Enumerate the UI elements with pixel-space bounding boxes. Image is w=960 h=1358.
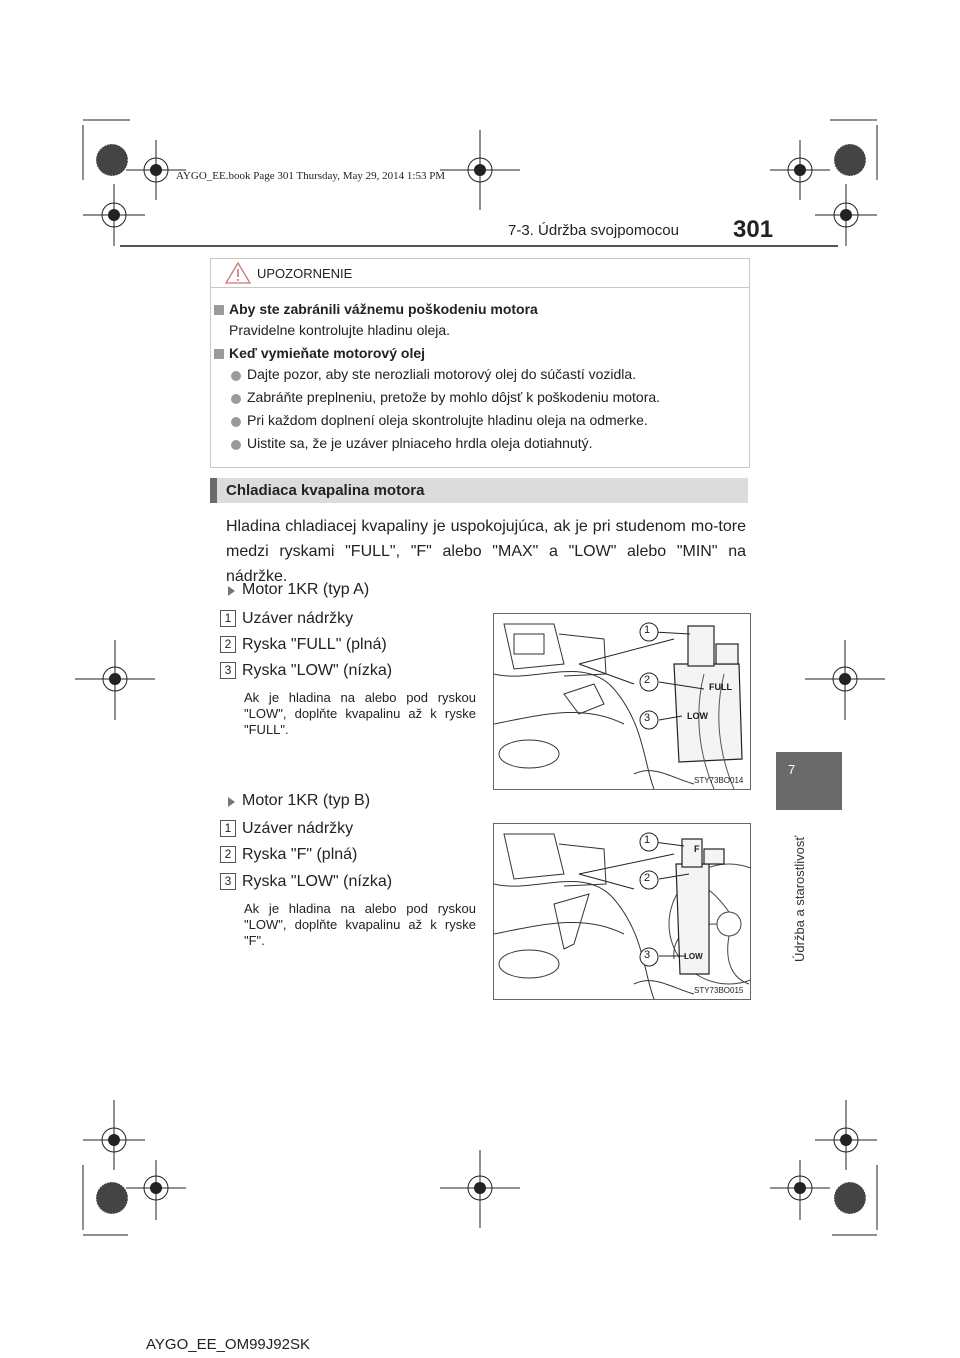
warning-triangle-icon [225, 262, 251, 284]
item-number: 3 [220, 662, 236, 679]
item-number: 2 [220, 636, 236, 653]
item-number: 3 [220, 873, 236, 890]
warning-header [211, 259, 749, 288]
tank-low-mark: LOW [684, 952, 703, 961]
round-bullet [231, 394, 241, 404]
callout-2: 2 [644, 674, 651, 686]
callout-3: 3 [644, 712, 651, 724]
book-stamp: AYGO_EE.book Page 301 Thursday, May 29, 2014 1:53 PM [176, 170, 446, 182]
square-bullet [214, 305, 224, 315]
warning-title: UPOZORNENIE [257, 266, 353, 281]
callout-3: 3 [644, 949, 651, 961]
tank-full-mark: FULL [709, 682, 732, 692]
round-bullet [231, 440, 241, 450]
chapter-side-label [790, 822, 810, 962]
section-heading [210, 478, 748, 503]
motor-a-title: Motor 1KR (typ A) [242, 581, 370, 598]
item-text: Ryska "F" (plná) [242, 846, 358, 863]
motor-b-note: Ak je hladina na alebo pod ryskou "LOW", doplňte kvapalinu až k ryske "F". [244, 901, 476, 948]
chapter-tab [776, 752, 842, 810]
item-text: Ryska "FULL" (plná) [242, 636, 387, 653]
item-text: Uzáver nádržky [242, 820, 354, 837]
engine-bay-illustration [494, 824, 750, 999]
item-number: 1 [220, 610, 236, 627]
engine-bay-illustration [494, 614, 750, 789]
item-text: Uzáver nádržky [242, 610, 354, 627]
warning-box [210, 258, 750, 468]
warning-heading-2: Keď vymieňate motorový olej [229, 345, 426, 361]
callout-1: 1 [644, 834, 651, 846]
item-number: 2 [220, 846, 236, 863]
warning-bullet: Dajte pozor, aby ste nerozliali motorový olej do súčastí vozidla. [247, 366, 637, 382]
motor-a-note: Ak je hladina na alebo pod ryskou "LOW", doplňte kvapalinu až k ryske "FULL". [244, 690, 476, 737]
warning-bullet: Zabráňte preplneniu, pretože by mohlo dôjsť k poškodeniu motora. [247, 389, 661, 405]
section-heading-bar [210, 478, 217, 503]
footer-code: AYGO_EE_OM99J92SK [146, 1336, 310, 1353]
motor-b-title: Motor 1KR (typ B) [242, 792, 371, 809]
warning-text-1: Pravidelne kontrolujte hladinu oleja. [229, 322, 451, 338]
chapter-title: 7-3. Údržba svojpomocou [508, 222, 679, 239]
intro-paragraph: Hladina chladiacej kvapaliny je uspokojujúca, ak je pri studenom mo-tore medzi ryskami "FULL", "F" alebo "MAX" a "LOW" alebo "MIN" na nádržke. [226, 518, 746, 585]
item-number: 1 [220, 820, 236, 837]
figure-code: STY73BO015 [694, 986, 744, 995]
round-bullet [231, 417, 241, 427]
warning-bullet: Pri každom doplnení oleja skontrolujte hladinu oleja na odmerke. [247, 412, 648, 428]
section-title: Chladiaca kvapalina motora [226, 482, 425, 499]
square-bullet [214, 349, 224, 359]
figure-motor-b [493, 823, 751, 1000]
tank-f-mark: F [694, 844, 700, 854]
page-number: 301 [733, 216, 774, 243]
item-text: Ryska "LOW" (nízka) [242, 662, 393, 679]
callout-1: 1 [644, 624, 651, 636]
arrow-bullet-icon [228, 586, 235, 596]
header-rule [120, 245, 838, 247]
figure-code: STY73BO014 [694, 776, 744, 785]
warning-bullet: Uistite sa, že je uzáver plniaceho hrdla oleja dotiahnutý. [247, 435, 593, 451]
chapter-tab-number: 7 [788, 762, 796, 777]
callout-2: 2 [644, 872, 651, 884]
figure-motor-a [493, 613, 751, 790]
chapter-side-label-text: Údržba a starostlivosť [792, 835, 807, 962]
item-text: Ryska "LOW" (nízka) [242, 873, 393, 890]
warning-heading-1: Aby ste zabránili vážnemu poškodeniu motora [229, 301, 538, 317]
tank-low-mark: LOW [687, 711, 708, 721]
round-bullet [231, 371, 241, 381]
arrow-bullet-icon [228, 797, 235, 807]
